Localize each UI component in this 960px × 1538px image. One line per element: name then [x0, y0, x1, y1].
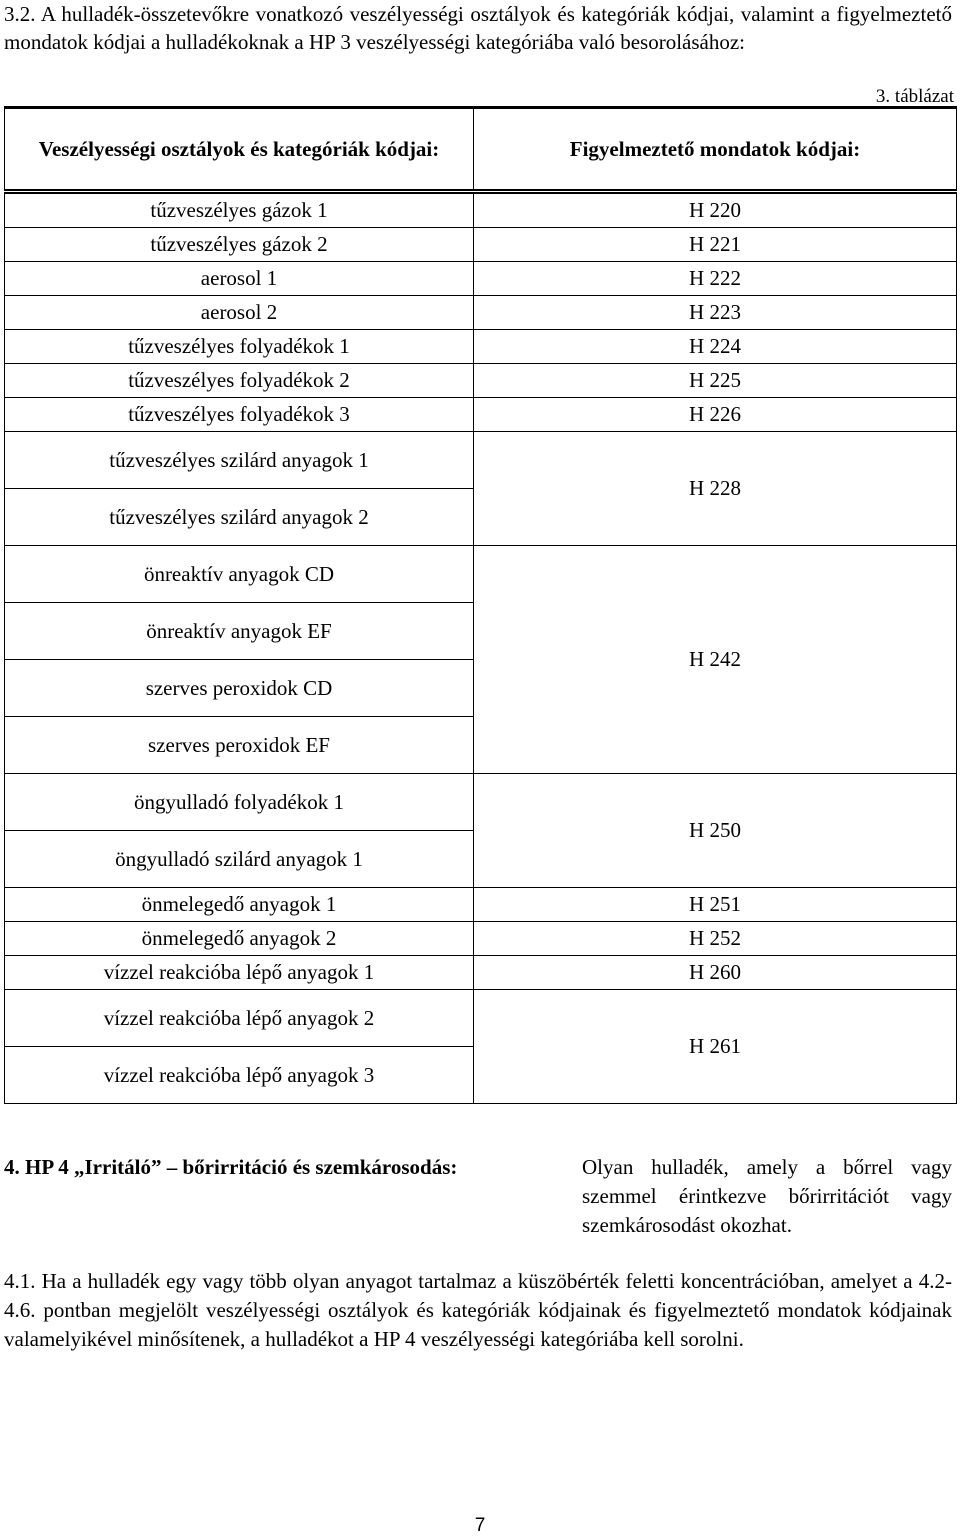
code-cell: H 223 — [474, 296, 957, 330]
table-row — [5, 432, 957, 489]
class-cell: öngyulladó folyadékok 1 — [5, 774, 474, 831]
code-cell: H 222 — [474, 262, 957, 296]
class-cell: tűzveszélyes gázok 1 — [5, 192, 474, 228]
class-cell: vízzel reakcióba lépő anyagok 3 — [5, 1047, 474, 1104]
paragraph-4-1: 4.1. Ha a hulladék egy vagy több olyan anyagot tartalmaz a küszöbérték feletti koncentrációban, amelyet a 4.2-4.6. pontban megjelölt veszélyességi osztályok és kategóriák kódjainak és figyelmeztető mondatok kódjainak valamelyikével minősítenek, a hulladékot a HP 4 veszélyességi kategóriába kell sorolni. — [4, 1269, 952, 1351]
code-cell: H 242 — [474, 546, 957, 774]
header-right: Figyelmeztető mondatok kódjai: — [474, 108, 957, 192]
table-row — [5, 546, 957, 603]
class-cell: tűzveszélyes folyadékok 2 — [5, 364, 474, 398]
table-row — [5, 262, 957, 296]
class-cell: önmelegedő anyagok 1 — [5, 888, 474, 922]
table-caption: 3. táblázat — [875, 86, 954, 107]
code-cell: H 225 — [474, 364, 957, 398]
table-row — [5, 398, 957, 432]
table-row — [5, 192, 957, 228]
code-cell: H 260 — [474, 956, 957, 990]
class-cell: tűzveszélyes gázok 2 — [5, 228, 474, 262]
class-cell: önreaktív anyagok EF — [5, 603, 474, 660]
table-row — [5, 922, 957, 956]
hazard-class-table — [4, 106, 957, 1104]
class-cell: tűzveszélyes szilárd anyagok 2 — [5, 489, 474, 546]
code-cell: H 251 — [474, 888, 957, 922]
code-cell: H 226 — [474, 398, 957, 432]
table-header-row — [5, 108, 957, 192]
table-row — [5, 330, 957, 364]
class-cell: szerves peroxidok EF — [5, 717, 474, 774]
class-cell: tűzveszélyes folyadékok 3 — [5, 398, 474, 432]
code-cell: H 261 — [474, 990, 957, 1104]
table-row — [5, 364, 957, 398]
class-cell: önreaktív anyagok CD — [5, 546, 474, 603]
page-number: 7 — [474, 1515, 486, 1536]
table-row — [5, 228, 957, 262]
class-cell: tűzveszélyes szilárd anyagok 1 — [5, 432, 474, 489]
intro-paragraph: 3.2. A hulladék-összetevőkre vonatkozó veszélyességi osztályok és kategóriák kódjai, valamint a figyelmeztető mondatok kódjai a hulladékoknak a HP 3 veszélyességi kategóriába való besorolásához: — [4, 2, 952, 54]
class-cell: aerosol 2 — [5, 296, 474, 330]
table-row — [5, 956, 957, 990]
code-cell: H 220 — [474, 192, 957, 228]
table-row — [5, 774, 957, 831]
code-cell: H 224 — [474, 330, 957, 364]
class-cell: vízzel reakcióba lépő anyagok 1 — [5, 956, 474, 990]
class-cell: vízzel reakcióba lépő anyagok 2 — [5, 990, 474, 1047]
class-cell: öngyulladó szilárd anyagok 1 — [5, 831, 474, 888]
code-cell: H 221 — [474, 228, 957, 262]
code-cell: H 252 — [474, 922, 957, 956]
table-row — [5, 990, 957, 1047]
class-cell: önmelegedő anyagok 2 — [5, 922, 474, 956]
header-left: Veszélyességi osztályok és kategóriák kódjai: — [5, 108, 474, 192]
table-row — [5, 888, 957, 922]
code-cell: H 250 — [474, 774, 957, 888]
class-cell: tűzveszélyes folyadékok 1 — [5, 330, 474, 364]
class-cell: szerves peroxidok CD — [5, 660, 474, 717]
code-cell: H 228 — [474, 432, 957, 546]
section-4-description: Olyan hulladék, amely a bőrrel vagy szemmel érintkezve bőrirritációt vagy szemkárosodást okozhat. — [582, 1155, 952, 1237]
class-cell: aerosol 1 — [5, 262, 474, 296]
table-row — [5, 296, 957, 330]
section-4-title: 4. HP 4 „Irritáló” – bőrirritáció és szemkárosodás: — [4, 1155, 458, 1179]
